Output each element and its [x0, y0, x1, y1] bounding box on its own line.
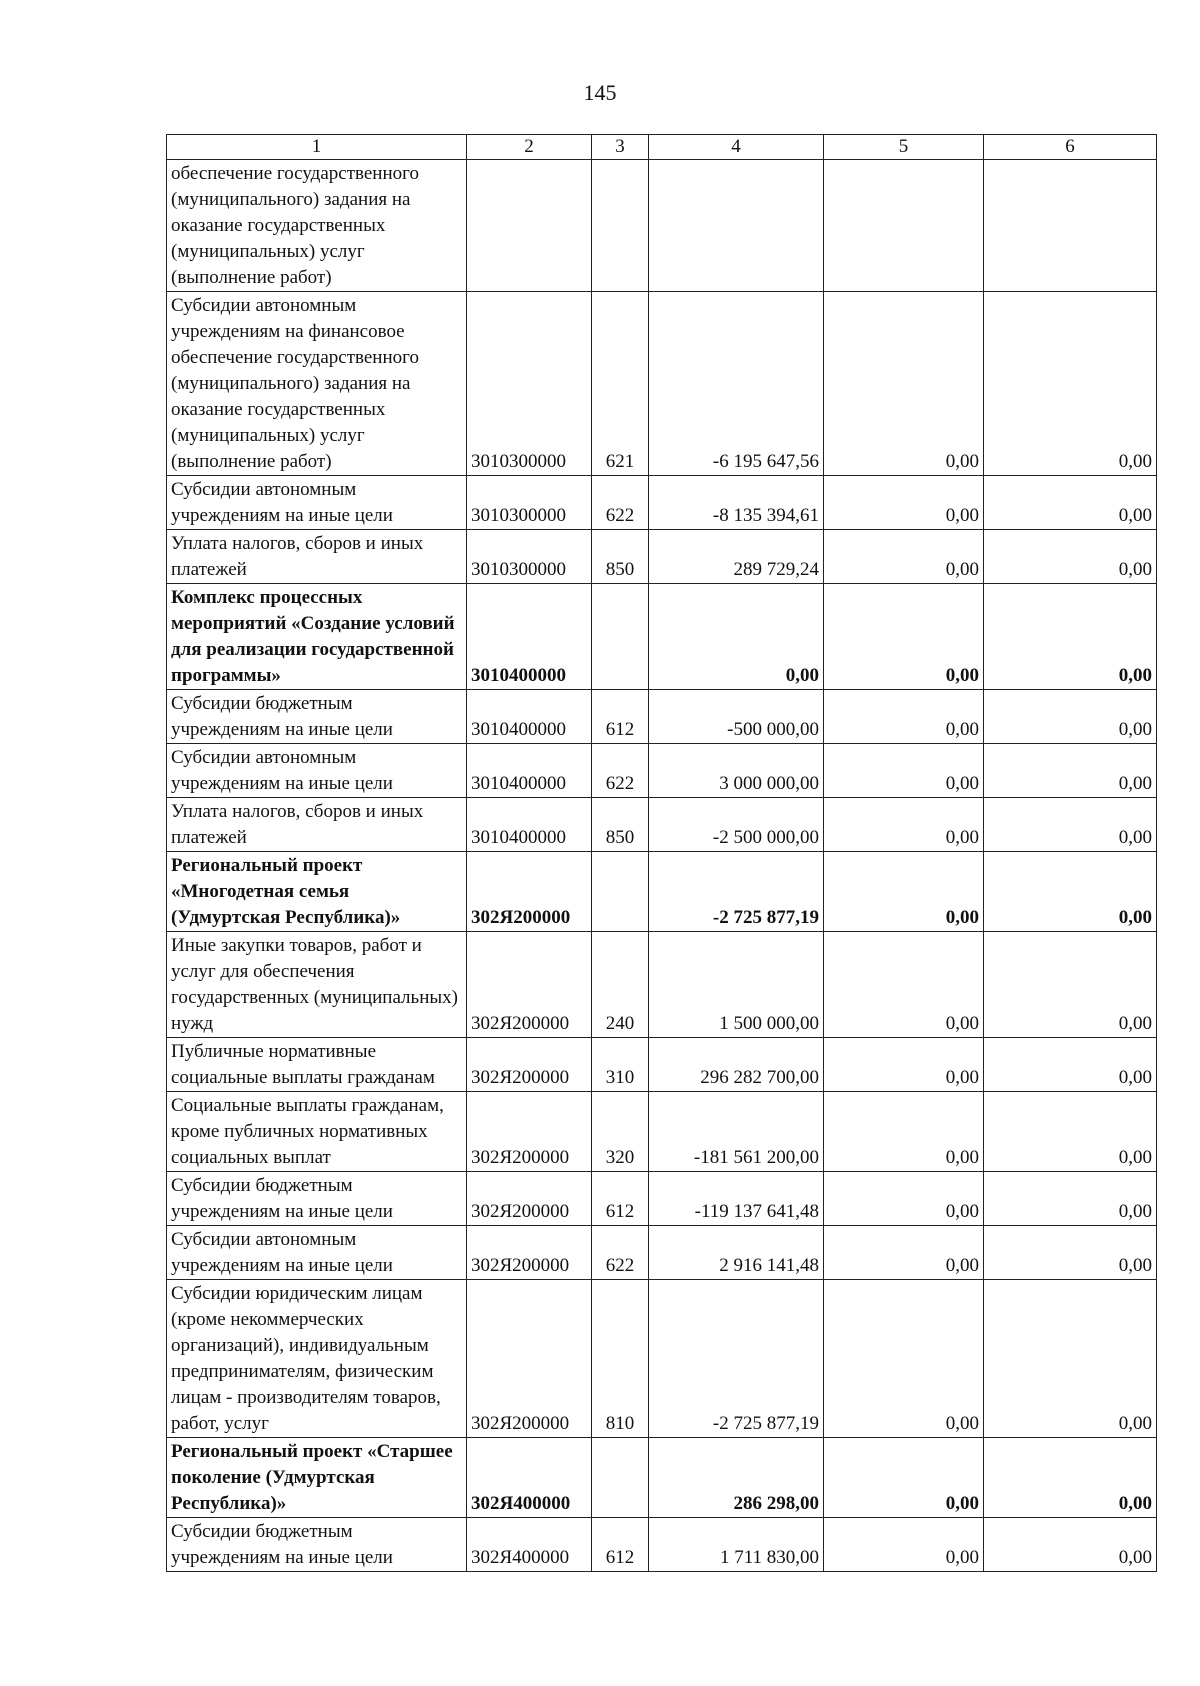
row-expense-type: 612	[592, 1172, 649, 1226]
row-target-code: 3010400000	[467, 798, 592, 852]
row-name: Субсидии бюджетным учреждениям на иные цели	[167, 1518, 467, 1572]
row-amount-col4: -181 561 200,00	[649, 1092, 824, 1172]
row-expense-type: 240	[592, 932, 649, 1038]
row-amount-col6: 0,00	[984, 1280, 1157, 1438]
row-expense-type: 622	[592, 744, 649, 798]
row-target-code: 302Я200000	[467, 852, 592, 932]
row-expense-type: 850	[592, 530, 649, 584]
row-amount-col6: 0,00	[984, 530, 1157, 584]
table-row	[167, 852, 1157, 932]
page-number: 145	[583, 80, 617, 105]
row-name: Субсидии бюджетным учреждениям на иные цели	[167, 690, 467, 744]
table-row	[167, 744, 1157, 798]
row-amount-col4: 286 298,00	[649, 1438, 824, 1518]
row-expense-type	[592, 852, 649, 932]
table-row	[167, 292, 1157, 476]
row-name: Субсидии автономным учреждениям на иные цели	[167, 476, 467, 530]
row-name: Комплекс процессных мероприятий «Создание условий для реализации государственной программы»	[167, 584, 467, 690]
column-header-3: 3	[592, 135, 649, 160]
row-amount-col5	[824, 160, 984, 292]
row-amount-col5: 0,00	[824, 1226, 984, 1280]
row-amount-col5: 0,00	[824, 1172, 984, 1226]
row-name: Субсидии автономным учреждениям на финансовое обеспечение государственного (муниципального) задания на оказание государственных (муниципальных) услуг (выполнение работ)	[167, 292, 467, 476]
row-amount-col5: 0,00	[824, 1038, 984, 1092]
row-amount-col5: 0,00	[824, 744, 984, 798]
row-amount-col5: 0,00	[824, 852, 984, 932]
row-target-code: 302Я200000	[467, 932, 592, 1038]
row-amount-col4: -2 725 877,19	[649, 1280, 824, 1438]
row-name: Уплата налогов, сборов и иных платежей	[167, 530, 467, 584]
row-target-code: 3010400000	[467, 584, 592, 690]
row-amount-col6: 0,00	[984, 690, 1157, 744]
table-row	[167, 798, 1157, 852]
row-amount-col4	[649, 160, 824, 292]
row-amount-col5: 0,00	[824, 584, 984, 690]
row-target-code: 302Я200000	[467, 1226, 592, 1280]
row-expense-type: 310	[592, 1038, 649, 1092]
row-expense-type: 612	[592, 690, 649, 744]
row-amount-col4: 3 000 000,00	[649, 744, 824, 798]
row-amount-col6: 0,00	[984, 1438, 1157, 1518]
row-name: Уплата налогов, сборов и иных платежей	[167, 798, 467, 852]
row-amount-col5: 0,00	[824, 530, 984, 584]
row-amount-col6: 0,00	[984, 852, 1157, 932]
table-row	[167, 1172, 1157, 1226]
row-amount-col6: 0,00	[984, 932, 1157, 1038]
row-amount-col6: 0,00	[984, 1092, 1157, 1172]
row-amount-col4: 1 711 830,00	[649, 1518, 824, 1572]
row-amount-col5: 0,00	[824, 1092, 984, 1172]
row-target-code: 302Я200000	[467, 1172, 592, 1226]
row-amount-col5: 0,00	[824, 1280, 984, 1438]
row-amount-col4: 0,00	[649, 584, 824, 690]
row-expense-type	[592, 160, 649, 292]
row-amount-col4: 296 282 700,00	[649, 1038, 824, 1092]
row-name: обеспечение государственного (муниципального) задания на оказание государственных (муниципальных) услуг (выполнение работ)	[167, 160, 467, 292]
column-header-5: 5	[824, 135, 984, 160]
row-target-code: 3010300000	[467, 476, 592, 530]
row-amount-col4: -2 500 000,00	[649, 798, 824, 852]
budget-table	[166, 134, 1157, 1572]
row-amount-col4: -8 135 394,61	[649, 476, 824, 530]
row-expense-type: 810	[592, 1280, 649, 1438]
row-amount-col4: -119 137 641,48	[649, 1172, 824, 1226]
row-name: Региональный проект «Старшее поколение (Удмуртская Республика)»	[167, 1438, 467, 1518]
row-target-code: 302Я200000	[467, 1038, 592, 1092]
row-target-code: 302Я400000	[467, 1438, 592, 1518]
row-amount-col6: 0,00	[984, 744, 1157, 798]
row-expense-type: 622	[592, 476, 649, 530]
table-row	[167, 932, 1157, 1038]
row-expense-type: 320	[592, 1092, 649, 1172]
row-name: Региональный проект «Многодетная семья (Удмуртская Республика)»	[167, 852, 467, 932]
row-amount-col4: -2 725 877,19	[649, 852, 824, 932]
row-amount-col4: 1 500 000,00	[649, 932, 824, 1038]
row-expense-type: 612	[592, 1518, 649, 1572]
table-row	[167, 1226, 1157, 1280]
row-target-code: 3010400000	[467, 744, 592, 798]
row-target-code: 3010300000	[467, 530, 592, 584]
row-amount-col6: 0,00	[984, 584, 1157, 690]
row-amount-col6: 0,00	[984, 1172, 1157, 1226]
row-target-code: 302Я400000	[467, 1518, 592, 1572]
column-header-2: 2	[467, 135, 592, 160]
row-amount-col5: 0,00	[824, 798, 984, 852]
row-target-code: 302Я200000	[467, 1280, 592, 1438]
row-amount-col6: 0,00	[984, 798, 1157, 852]
row-target-code: 3010300000	[467, 292, 592, 476]
row-expense-type	[592, 584, 649, 690]
row-name: Субсидии юридическим лицам (кроме некоммерческих организаций), индивидуальным предпринимателям, физическим лицам - производителям товаров, работ, услуг	[167, 1280, 467, 1438]
row-amount-col4: -6 195 647,56	[649, 292, 824, 476]
row-target-code	[467, 160, 592, 292]
row-name: Иные закупки товаров, работ и услуг для обеспечения государственных (муниципальных) нужд	[167, 932, 467, 1038]
table-row	[167, 1038, 1157, 1092]
table-row	[167, 1092, 1157, 1172]
table-row	[167, 530, 1157, 584]
row-target-code: 302Я200000	[467, 1092, 592, 1172]
row-amount-col6: 0,00	[984, 1038, 1157, 1092]
row-expense-type	[592, 1438, 649, 1518]
column-header-1: 1	[167, 135, 467, 160]
table-row	[167, 1518, 1157, 1572]
table-row	[167, 690, 1157, 744]
table-row	[167, 476, 1157, 530]
table-row	[167, 584, 1157, 690]
table-row	[167, 1438, 1157, 1518]
row-amount-col6: 0,00	[984, 1518, 1157, 1572]
table-body	[167, 160, 1157, 1572]
row-amount-col4: 289 729,24	[649, 530, 824, 584]
row-amount-col5: 0,00	[824, 292, 984, 476]
table-header-row	[167, 135, 1157, 160]
column-header-6: 6	[984, 135, 1157, 160]
row-name: Субсидии автономным учреждениям на иные цели	[167, 744, 467, 798]
row-amount-col6	[984, 160, 1157, 292]
row-name: Публичные нормативные социальные выплаты гражданам	[167, 1038, 467, 1092]
row-amount-col6: 0,00	[984, 1226, 1157, 1280]
row-amount-col5: 0,00	[824, 1438, 984, 1518]
row-name: Субсидии бюджетным учреждениям на иные цели	[167, 1172, 467, 1226]
row-name: Субсидии автономным учреждениям на иные цели	[167, 1226, 467, 1280]
row-amount-col4: -500 000,00	[649, 690, 824, 744]
table-row	[167, 1280, 1157, 1438]
row-amount-col6: 0,00	[984, 476, 1157, 530]
row-amount-col6: 0,00	[984, 292, 1157, 476]
row-expense-type: 621	[592, 292, 649, 476]
row-expense-type: 622	[592, 1226, 649, 1280]
row-amount-col4: 2 916 141,48	[649, 1226, 824, 1280]
row-amount-col5: 0,00	[824, 932, 984, 1038]
row-amount-col5: 0,00	[824, 690, 984, 744]
row-amount-col5: 0,00	[824, 1518, 984, 1572]
row-amount-col5: 0,00	[824, 476, 984, 530]
row-target-code: 3010400000	[467, 690, 592, 744]
row-name: Социальные выплаты гражданам, кроме публичных нормативных социальных выплат	[167, 1092, 467, 1172]
column-header-4: 4	[649, 135, 824, 160]
table-row	[167, 160, 1157, 292]
row-expense-type: 850	[592, 798, 649, 852]
